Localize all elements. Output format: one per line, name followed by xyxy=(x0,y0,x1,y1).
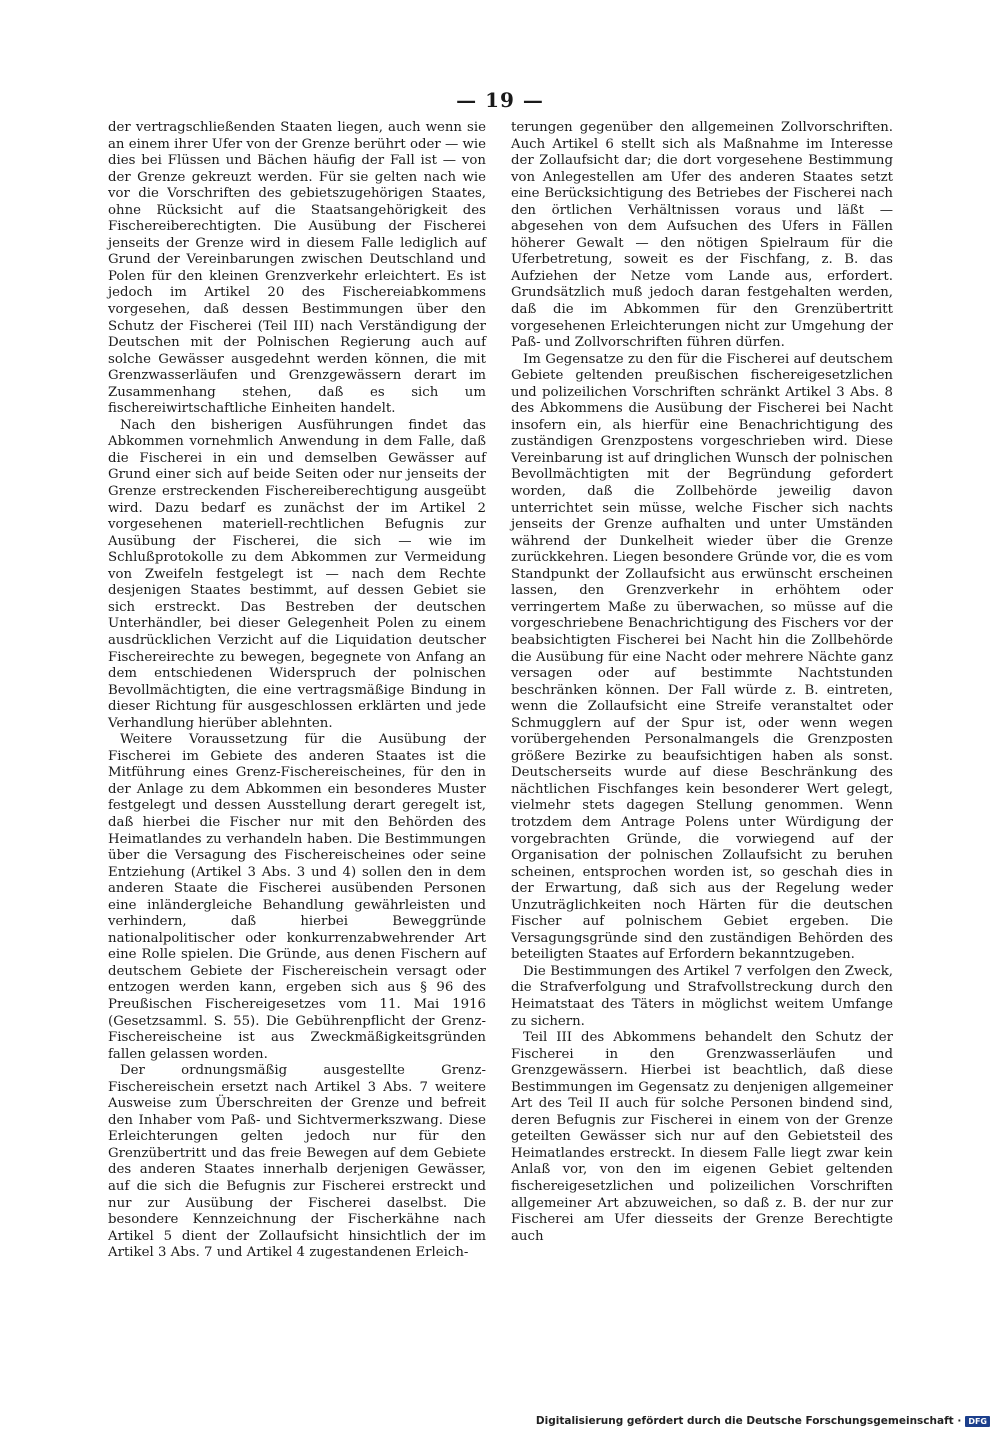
page-number: — 19 — xyxy=(456,88,544,112)
paragraph: Teil III des Abkommens behandelt den Schutz der Fischerei in den Grenzwasserläufen und Grenzgewässern. Hierbei ist beachtlich, daß diese Bestimmungen im Gegensatz zu denjenigen allgemeiner Art des Teil II auch für solche Personen bindend sind, deren Befugnis zur Fischerei in einem von der Grenze geteilten Gewässer sich nur auf den Gebietsteil des Heimatlandes erstreckt. In diesem Falle liegt zwar kein Anlaß vor, von den im eigenen Gebiet geltenden fischereigesetzlichen und polizeilichen Vorschriften allgemeiner Art abzuweichen, so daß z. B. der nur zur Fischerei am Ufer diesseits der Grenze Berechtigte auch xyxy=(511,1030,893,1244)
paragraph: Der ordnungsmäßig ausgestellte Grenz-Fischereischein ersetzt nach Artikel 3 Abs. 7 weitere Ausweise zum Überschreiten der Grenze und befreit den Inhaber vom Paß- und Sichtvermerkszwang. Diese Erleichterungen gelten jedoch nur für den Grenzübertritt und das freie Bewegen auf dem Gebiete des anderen Staates innerhalb derjenigen Gewässer, auf die sich die Befugnis zur Fischerei erstreckt und nur zur Ausübung der Fischerei daselbst. Die besondere Kennzeichnung der Fischerkähne nach Artikel 5 dient der Zollaufsicht hinsichtlich der im Artikel 3 Abs. 7 und Artikel 4 zugestandenen Erleich- xyxy=(108,1063,486,1261)
right-column xyxy=(511,120,893,1245)
paragraph: Weitere Voraussetzung für die Ausübung der Fischerei im Gebiete des anderen Staates ist die Mitführung eines Grenz-Fischereischeines, für den in der Anlage zu dem Abkommen ein besonderes Muster festgelegt und dessen Ausstellung derart geregelt ist, daß hierbei die Fischer nur mit den Behörden des Heimatlandes zu verhandeln haben. Die Bestimmungen über die Versagung des Fischereischeines oder seine Entziehung (Artikel 3 Abs. 3 und 4) sollen den in dem anderen Staate die Fischerei ausübenden Personen eine inländergleiche Behandlung gewährleisten und verhindern, daß hierbei Beweggründe nationalpolitischer oder konkurrenzabwehrender Art eine Rolle spielen. Die Gründe, aus denen Fischern auf deutschem Gebiete der Fischereischein versagt oder entzogen werden kann, ergeben sich aus § 96 des Preußischen Fischereigesetzes vom 11. Mai 1916 (Gesetzsamml. S. 55). Die Gebührenpflicht der Grenz-Fischereischeine ist aus Zweckmäßigkeitsgründen fallen gelassen worden. xyxy=(108,732,486,1062)
credit-text: Digitalisierung gefördert durch die Deutsche Forschungsgemeinschaft · xyxy=(535,1415,962,1427)
paragraph: terungen gegenüber den allgemeinen Zollvorschriften. Auch Artikel 6 stellt sich als Maßnahme im Interesse der Zollaufsicht dar; die dort vorgesehene Bestimmung von Anlegestellen am Ufer des anderen Staates setzt eine Berücksichtigung des Betriebes der Fischerei nach den örtlichen Verhältnissen voraus und läßt — abgesehen von dem Aufsuchen des Ufers in Fällen höherer Gewalt — den nötigen Spielraum für die Uferbetretung, soweit es der Fischfang, z. B. das Aufziehen der Netze vom Lande aus, erfordert. Grundsätzlich muß jedoch daran festgehalten werden, daß die im Abkommen für den Grenzübertritt vorgesehenen Erleichterungen nicht zur Umgehung der Paß- und Zollvorschriften führen dürfen. xyxy=(511,120,893,351)
paragraph: Die Bestimmungen des Artikel 7 verfolgen den Zweck, die Strafverfolgung und Strafvollstreckung durch den Heimatstaat des Täters in möglichst weitem Umfange zu sichern. xyxy=(511,963,893,1029)
paragraph: Nach den bisherigen Ausführungen findet das Abkommen vornehmlich Anwendung in dem Falle, daß die Fischerei in ein und demselben Gewässer auf Grund einer sich auf beide Seiten oder nur jenseits der Grenze erstreckenden Fischereiberechtigung ausgeübt wird. Dazu bedarf es zunächst der im Artikel 2 vorgesehenen materiell-rechtlichen Befugnis zur Ausübung der Fischerei, die sich — wie im Schlußprotokolle zu dem Abkommen zur Vermeidung von Zweifeln festgelegt ist — nach dem Rechte desjenigen Staates bestimmt, auf dessen Gebiet sie sich erstreckt. Das Bestreben der deutschen Unterhändler, bei dieser Gelegenheit Polen zu einem ausdrücklichen Verzicht auf die Liquidation deutscher Fischereirechte zu bewegen, begegnete von Anfang an dem entschiedenen Widerspruch der polnischen Bevollmächtigten, die eine vertragsmäßige Bindung in dieser Richtung für ausgeschlossen erklärten und jede Verhandlung hierüber ablehnten. xyxy=(108,417,486,731)
dfg-logo: DFG xyxy=(965,1416,990,1427)
paragraph: Im Gegensatze zu den für die Fischerei auf deutschem Gebiete geltenden preußischen fischereigesetzlichen und polizeilichen Vorschriften schränkt Artikel 3 Abs. 8 des Abkommens die Ausübung der Fischerei bei Nacht insofern ein, als hierfür eine Benachrichtigung des zuständigen Grenzpostens vorgeschrieben wird. Diese Vereinbarung ist auf dringlichen Wunsch der polnischen Bevollmächtigten mit der Begründung gefordert worden, daß die Zollbehörde jeweilig davon unterrichtet sein müsse, welche Fischer sich nachts jenseits der Grenze aufhalten und unter Umständen während der Dunkelheit wieder über die Grenze zurückkehren. Liegen besondere Gründe vor, die es vom Standpunkt der Zollaufsicht aus erwünscht erscheinen lassen, den Grenzverkehr in erhöhtem oder verringertem Maße zu überwachen, so müsse auf die vorgeschriebene Benachrichtigung des Fischers vor der beabsichtigten Fischerei bei Nacht hin die Zollbehörde die Ausübung für eine Nacht oder mehrere Nächte ganz versagen oder auf bestimmte Nachtstunden beschränken können. Der Fall würde z. B. eintreten, wenn die Zollaufsicht eine Streife veranstaltet oder Schmugglern auf der Spur ist, oder wenn wegen vorübergehenden Personalmangels die Grenzposten größere Bezirke zu beaufsichtigen haben als sonst. Deutscherseits wurde auf diese Beschränkung des nächtlichen Fischfanges kein besonderer Wert gelegt, vielmehr stets dagegen Stellung genommen. Wenn trotzdem dem Antrage Polens unter Würdigung der vorgebrachten Gründe, die vorwiegend auf der Organisation der polnischen Zollaufsicht zu beruhen scheinen, entsprochen worden ist, so geschah dies in der Erwartung, daß sich aus der Regelung weder Unzuträglichkeiten noch Härten für die deutschen Fischer auf polnischem Gebiet ergeben. Die Versagungsgründe sind den zuständigen Behörden des beteiligten Staates auf Erfordern bekanntzugeben. xyxy=(511,351,893,963)
digitization-credit xyxy=(536,1415,990,1427)
paragraph: der vertragschließenden Staaten liegen, auch wenn sie an einem ihrer Ufer von der Grenze berührt oder — wie dies bei Flüssen und Bächen häufig der Fall ist — von der Grenze gekreuzt werden. Für sie gelten nach wie vor die Vorschriften des gebietszugehörigen Staates, ohne Rücksicht auf die Staatsangehörigkeit des Fischereiberechtigten. Die Ausübung der Fischerei jenseits der Grenze wird in diesem Falle lediglich auf Grund der Vereinbarungen zwischen Deutschland und Polen für den kleinen Grenzverkehr erleichtert. Es ist jedoch im Artikel 20 des Fischereiabkommens vorgesehen, daß dessen Bestimmungen über den Schutz der Fischerei (Teil III) nach Verständigung der Deutschen mit der Polnischen Regierung auch auf solche Gewässer ausgedehnt werden können, die mit Grenzwasserläufen und Grenzgewässern derart im Zusammenhang stehen, daß es sich um fischereiwirtschaftliche Einheiten handelt. xyxy=(108,120,486,417)
left-column xyxy=(108,120,486,1262)
